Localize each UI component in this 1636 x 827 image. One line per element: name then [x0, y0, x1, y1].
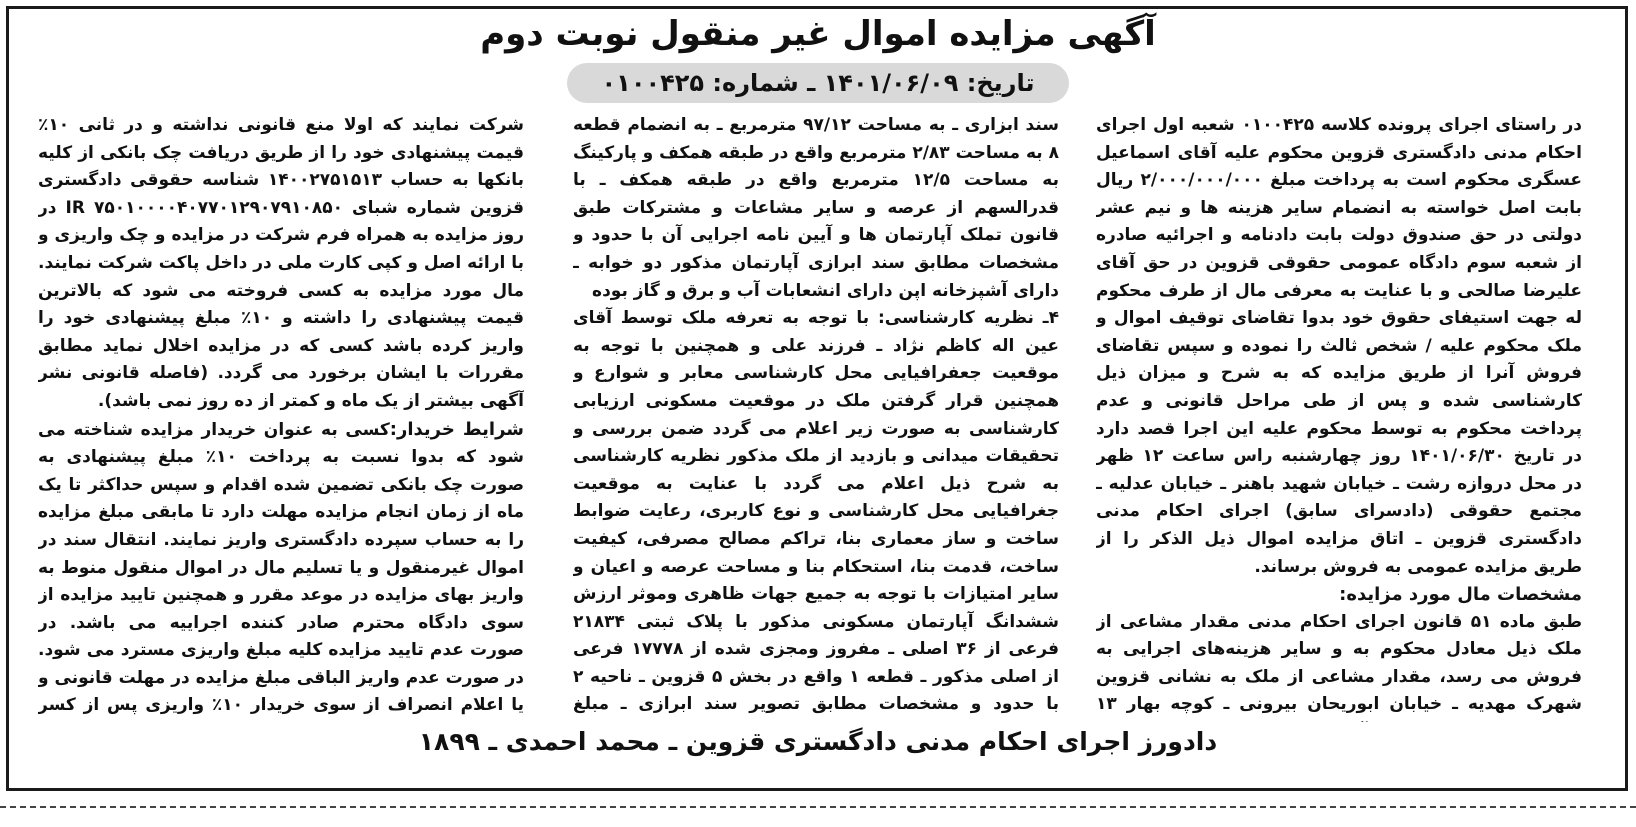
date-number-bar — [567, 63, 1069, 103]
buyer-terms-text: کسی به عنوان خریدار مزایده شناخته می شود که بدوا نسبت به پرداخت ۱۰٪ مبلغ پیشنهادی به صورت چک بانکی تضمین شده اقدام و سپس حداکثر تا یک ماه از زمان انجام مزایده مهلت دارد تا مابقی مبلغ مزایده را به حساب سپرده دادگستری واریز نمایند. انتقال سند در اموال غیرمنقول و یا تسلیم مال در اموال منقول منوط به واریز بهای مزایده در موعد مقرر و همچنین تایید مزایده از سوی دادگاه محترم صادر کننده اجراییه می باشد. در صورت عدم تایید مزایده کلیه مبلغ واریزی مسترد می شود. در صورت عدم واریز الباقی مبلغ مزایده در مهلت قانونی و یا اعلام انصراف از سوی خریدار ۱۰٪ واریزی پس از کسر — [38, 419, 524, 716]
expert-opinion-paragraph: ۴ـ نظریه کارشناسی: با توجه به تعرفه ملک توسط آقای عین اله کاظم نژاد ـ فرزند علی و همچنین با توجه به موقعیت جعفرافیایی محل کارشناسی معابر و شوارع و همچنین قرار گرفتن ملک در موقعیت مسکونی ارزیابی کارشناسی به صورت زیر اعلام می گردد ضمن بررسی و تحقیقات میدانی و بازدید از ملک مذکور نظریه کارشناسی به شرح ذیل اعلام می گردد با عنایت به موقعیت جغرافیایی محل کارشناسی و نوع کاربری، رعایت ضوابط ساخت و ساز معماری بنا، تراکم مصالح مصرفی، کیفیت ساخت، قدمت بنا، استحکام بنا و مساحت عرصه و اعیان و سایر امتیازات با توجه به جمیع جهات ظاهری وموثر ارزش ششدانگ آپارتمان مسکونی مذکور با پلاک ثبتی ۲۱۸۳۴ فرعی از ۳۶ اصلی ـ مفروز ومجزی شده از ۱۷۷۷۸ فرعی از اصلی مذکور ـ قطعه ۱ واقع در بخش ۵ قزوین ـ ناحیه ۲ با حدود و مشخصات مطابق تصویر سند ابرازی ـ مبلغ — [573, 308, 1059, 715]
column-middle — [573, 112, 1059, 722]
property-share-paragraph: طبق ماده ۵۱ قانون اجرای احکام مدنی مقدار مشاعی از ملک ذیل معادل محکوم به و سایر هزینه‌های اجرایی به فروش می رسد، مقدار مشاعی از ملک به نشانی قزوین شهرک مهدیه ـ خیابان ابوریحان بیرونی ـ کوچه بهار ۱۳ — [1096, 611, 1582, 715]
column-left — [38, 112, 524, 722]
date-number-text: تاریخ: ۱۴۰۱/۰۶/۰۹ ـ شماره: ۰۱۰۰۴۲۵ — [601, 69, 1035, 97]
buyer-terms-heading: شرایط خریدار: — [389, 418, 524, 440]
notice-title: آگهی مزایده اموال غیر منقول نوبت دوم — [480, 14, 1156, 54]
deed-continued-paragraph: سند ابزاری ـ به مساحت ۹۷/۱۲ مترمربع ـ به انضمام قطعه ۸ به مساحت ۲/۸۳ مترمربع واقع در طبقه همکف و پارکینگ به مساحت ۱۲/۵ مترمربع واقع در طبقه همکف ـ با قدرالسهم از عرصه و سایر مشاعات و مشترکات طبق قانون تملک آپارتمان ها و آیین نامه اجرایی آن با حدود و مشخصات مطابق سند ابرازی آپارتمان مذکور دو خوابه ـ دارای آشپزخانه اپن دارای انشعابات آب و برق و گاز بوده — [573, 115, 1059, 301]
intro-paragraph: در راستای اجرای پرونده کلاسه ۰۱۰۰۴۲۵ شعبه اول اجرای احکام مدنی دادگستری قزوین محکوم علیه آقای اسماعیل عسگری محکوم است به پرداخت مبلغ ۲/۰۰۰/۰۰۰/۰۰۰ ریال بابت اصل خواسته به انضمام سایر هزینه ها و نیم عشر دولتی در حق صندوق دولت بابت دادنامه و اجرائیه صادره از شعبه سوم دادگاه عمومی حقوقی قزوین در حق آقای علیرضا صالحی و با عنایت به معرفی مال از طرف محکوم له جهت استیفای حقوق خود بدوا تقاضای توقیف اموال و ملک محکوم علیه / شخص ثالث را نموده و سپس تقاضای فروش آنرا از طریق مزایده که به شرح و میزان ذیل کارشناسی شده و پس از طی مراحل قانونی و عدم پرداخت محکوم به توسط محکوم علیه این اجرا قصد دارد در تاریخ ۱۴۰۱/۰۶/۳۰ روز چهارشنبه راس ساعت ۱۲ ظهر در محل دروازه رشت ـ خیابان شهید باهنر ـ خیابان عدلیه ـ مجتمع حقوقی (دادسرای سابق) اجرای احکام مدنی دادگستری قزوین ـ اتاق مزایده اموال ذیل الذکر را از طریق مزایده عمومی به فروش برساند. — [1096, 115, 1582, 577]
cut-line — [0, 806, 1636, 808]
notice-footer: دادورز اجرای احکام مدنی دادگستری قزوین ـ محمد احمدی ـ ۱۸۹۹ — [418, 727, 1218, 756]
property-specs-heading: مشخصات مال مورد مزایده: — [1339, 584, 1582, 606]
column-right — [1096, 112, 1582, 722]
buyer-terms-paragraph — [38, 416, 524, 722]
participation-paragraph: شرکت نمایند که اولا منع قانونی نداشته و در ثانی ۱۰٪ قیمت پیشنهادی خود را از طریق دریافت چک بانکی از کلیه بانکها به حساب ۱۴۰۰۲۷۵۱۵۱۳ شناسه حقوقی دادگستری قزوین شماره شبای IR ۷۵۰۱۰۰۰۰۴۰۷۷۰۱۲۹۰۷۹۱۰۸۵۰ در روز مزایده به همراه فرم شرکت در مزایده و چک واریزی و با ارائه اصل و کپی کارت ملی در داخل پاکت شرکت نمایند. مال مورد مزایده به کسی فروخته می شود که بالاترین قیمت پیشنهادی را داشته و ۱۰٪ مبلغ پیشنهادی خود را واریز کرده باشد کسی که در مزایده اخلال نماید مطابق مقررات با ایشان برخورد می گردد. (فاصله قانونی نشر آگهی بیشتر از یک ماه و کمتر از ده روز نمی باشد). — [38, 115, 524, 411]
